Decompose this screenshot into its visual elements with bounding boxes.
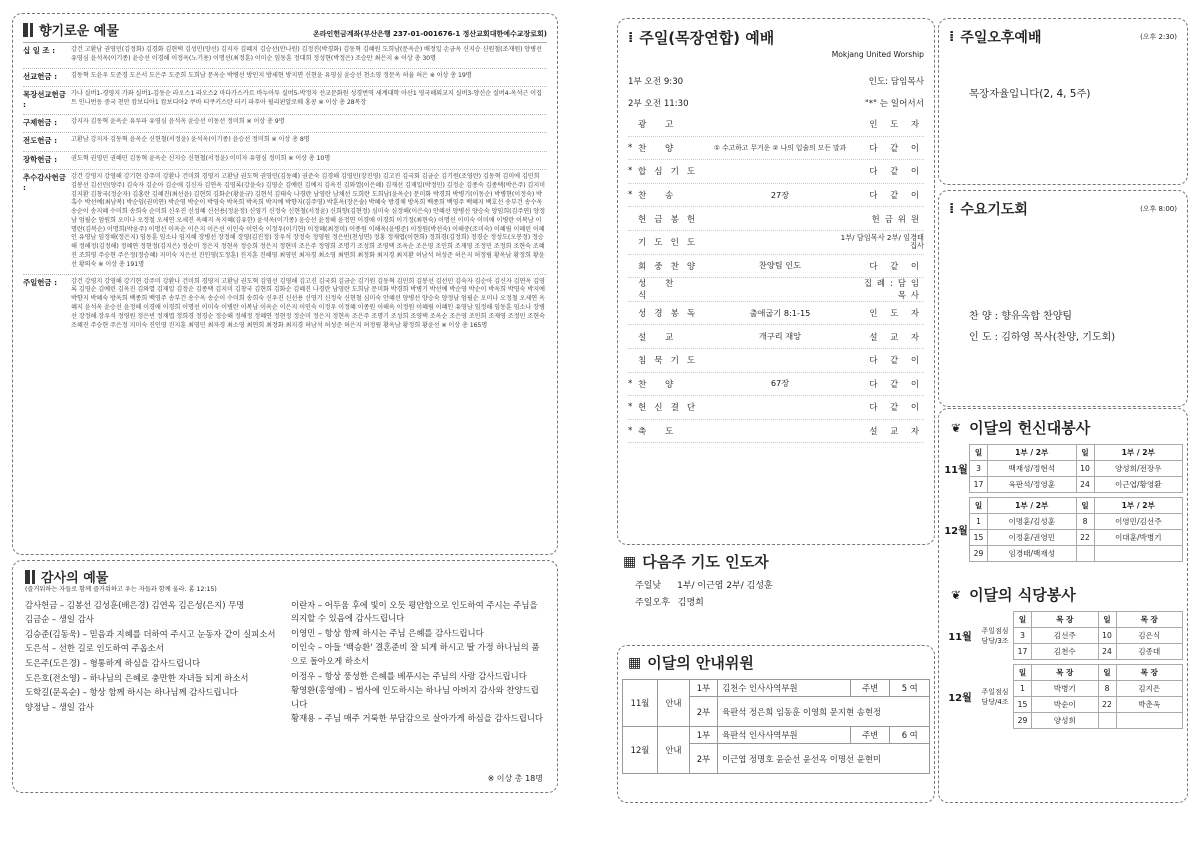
service-cell: 박병기 bbox=[1032, 681, 1099, 697]
service-cell: 29 bbox=[1014, 713, 1032, 729]
wed-time: (오후 8:00) bbox=[1140, 205, 1177, 213]
order-row bbox=[628, 373, 924, 397]
service-row bbox=[1014, 628, 1183, 644]
header-cell: 목 장 bbox=[1116, 612, 1183, 628]
service-row bbox=[970, 461, 1183, 477]
offering-text: 강건 강영지 강영해 강기현 강주미 강환나 건미희 경영지 고환남 권도혁 김영선 김영해 김고진 김국회 김금순 김기원 김동혁 김민희 김봉선 김선민 김숙자 김순아 김신자 김연옥 김영록 김영순 김예린 김옥진 김와열 김재일 김정순 김종택 김지미 김창국 김현희 김화순 김혜진 나경란 남영란 도희남 문미화 박경희 박병기 박선예 박순영 박순이 박옥희 박영숙 박지예 박향지 박혜숙 방옥희 백종희 백영주 송부건 송수옥 송순이 수미희 송희숙 신우진 신선용 신영기 신정숙 신현철 심미숙 안혜선 양병선 양승숙 양정남 엄필순 오미나 오정철 오세연 옥혜지 윤석옥 윤승선 윤정해 이경애 이경희 이명선 이미숙 이병란 이복남 이옥순 이은지 이인숙 이정우 이정혜 이종원 이해옥 이정원 이혜림 이혜인 유영남 임정해 임동훈 임소나 장병선 장정해 장우석 정영원 정은빈 정재엽 정희경 정경순 정승해 정해정 정혜연 정현정 정순미 정은지 정현옥 조은주 조명기 조성희 조영택 조옥순 조은영 조인희 조재영 조정민 조현숙 조혜진 주승현 주은정 지미숙 진인영 진지훈 최영민 최자경 최소영 최연희 최정화 최지경 허남석 허성준 허은지 허정림 황옥남 황정희 황윤선 ※ 이상 총 165명 bbox=[71, 277, 545, 329]
service-row bbox=[1014, 697, 1183, 713]
wed-line-1: 찬 양 : 향유옥합 찬양팀 bbox=[969, 311, 1073, 322]
service-month-block bbox=[943, 444, 1183, 493]
offering-row bbox=[23, 278, 547, 331]
order-item: 성 찬 식 bbox=[638, 279, 682, 302]
service-cell: 이영민/김선주 bbox=[1094, 514, 1183, 530]
thanks-entry: 이영민 – 항상 함께 하시는 주님 은혜를 감사드립니다 bbox=[291, 627, 484, 638]
order-who: 설 교 자 bbox=[869, 331, 924, 342]
thanks-entry: 도은주(도은경) – 형통하게 하심을 감사드립니다 bbox=[25, 657, 201, 668]
service-table bbox=[1013, 664, 1183, 729]
order-star: * bbox=[628, 142, 633, 153]
month-label: 11월 bbox=[948, 632, 972, 643]
offering-text: 김동혁 도윤우 도준경 도은서 도은주 도준희 도희남 문옥순 박병선 방민지 방세현 방지면 신현윤 유영심 윤승선 천소영 정문옥 허율 허은 ※ 이상 총 19명 bbox=[71, 71, 472, 79]
offering-text: 강건 고환남 권영민(김정화) 김경화 김현택 김성민(양선) 김지자 김혜지 김승선(안나원) 김정진(박경화) 김동혁 김혜원 도희남(문옥순) 배정일 손금옥 신지승 신원철(조재원) 양병선 유영심 윤석옥(이기종) 윤승선 이경해 이정옥(노기용) 이명선(최정훈) 이미순 임동훈 정대희 정성현(박정은) 조승만 최은지 ※ 이상 총 30명 bbox=[71, 46, 542, 62]
header-cell: 1부 / 2부 bbox=[988, 445, 1077, 461]
service-cell: 3 bbox=[970, 461, 988, 477]
dining-sub: 담당/3조 bbox=[981, 636, 1009, 645]
service-header bbox=[1014, 665, 1183, 681]
worship-subtitle: Mokjang United Worship bbox=[831, 50, 924, 59]
thanks-entry: 이정우 – 항상 풍성한 은혜를 베푸시는 주님의 사랑 감사드립니다 bbox=[291, 670, 527, 681]
guides-table bbox=[622, 679, 930, 774]
order-row bbox=[628, 207, 924, 231]
service-month-block bbox=[943, 664, 1183, 729]
header-cell: 1부 / 2부 bbox=[1094, 498, 1183, 514]
grid-mark-icon: ▦ bbox=[623, 553, 637, 570]
month-label: 11월 bbox=[944, 465, 968, 476]
order-row bbox=[628, 113, 924, 137]
header-cell: 일 bbox=[970, 445, 988, 461]
service-cell: 김지은 bbox=[1116, 681, 1183, 697]
guide-part: 2부 bbox=[689, 697, 717, 727]
dot-mark-icon: ⁞ bbox=[628, 29, 634, 46]
time-2: 2부 오전 11:30 bbox=[628, 99, 689, 109]
header-cell: 일 bbox=[1014, 612, 1032, 628]
wed-title: 수요기도회 bbox=[960, 202, 1028, 218]
order-who: 다 같 이 bbox=[869, 378, 924, 389]
header-cell: 1부 / 2부 bbox=[1094, 445, 1183, 461]
service-row bbox=[1014, 681, 1183, 697]
offering-row bbox=[23, 118, 547, 128]
thanks-entry: 이인숙 – 아들 '백승환' 결혼준비 잘 되게 하시고 딸 가정 하나님의 품으로 돌아오게 하소서 bbox=[291, 642, 540, 666]
service-header bbox=[1014, 612, 1183, 628]
order-star: * bbox=[628, 426, 633, 437]
service-cell: 22 bbox=[1076, 530, 1094, 546]
header-cell: 일 bbox=[1014, 665, 1032, 681]
service-month bbox=[943, 611, 977, 660]
section-mark-icon bbox=[32, 570, 35, 584]
service-cell: 박순이 bbox=[1032, 697, 1099, 713]
service-cell bbox=[1076, 546, 1094, 562]
service-cell: 양성희/전장우 bbox=[1094, 461, 1183, 477]
thanks-box bbox=[12, 560, 558, 793]
service-month-block bbox=[943, 497, 1183, 562]
prayer-label-2: 주일오후 bbox=[635, 598, 670, 608]
service-cell: 8 bbox=[1098, 681, 1116, 697]
order-item: 찬 송 bbox=[638, 191, 682, 202]
offering-label: 주일헌금 : bbox=[23, 277, 58, 287]
order-who: 다 같 이 bbox=[869, 355, 924, 366]
dot-mark-icon: ⁞ bbox=[949, 201, 955, 217]
service-row bbox=[970, 477, 1183, 493]
offerings-account: 온라인헌금계좌(부산은행 237-01-001676-1 정산교회대한예수교장로회) bbox=[313, 29, 547, 38]
thanks-entry: 도은호(전소영) – 하나님의 은혜로 충만한 자녀들 되게 하소서 bbox=[25, 672, 249, 683]
time-1: 1부 오전 9:30 bbox=[628, 77, 684, 87]
prayers-box bbox=[617, 547, 935, 642]
service-cell: 김천수 bbox=[1032, 644, 1099, 660]
service-row bbox=[970, 546, 1183, 562]
order-mid: 개구리 재앙 bbox=[758, 331, 802, 342]
order-who: 헌금위원 bbox=[871, 213, 924, 224]
dining-title: 이달의 식당봉사 bbox=[969, 586, 1076, 604]
guide-month: 11월 bbox=[623, 680, 658, 727]
service-tables bbox=[943, 444, 1183, 562]
order-list bbox=[628, 113, 924, 443]
order-mid: 출애굽기 8:1-15 bbox=[749, 307, 811, 318]
service-cell bbox=[1116, 713, 1183, 729]
worship-title: 주일(목장연합) 예배 bbox=[639, 29, 775, 47]
offering-row bbox=[23, 90, 547, 110]
prayer-value-1: 1부/ 이근엽 2부/ 김성훈 bbox=[677, 581, 773, 591]
order-row bbox=[628, 255, 924, 279]
service-row bbox=[970, 530, 1183, 546]
order-mid: 찬양팀 인도 bbox=[758, 260, 802, 271]
divider bbox=[23, 68, 547, 69]
service-cell: 10 bbox=[1076, 461, 1094, 477]
order-item: 합심기도 bbox=[638, 167, 704, 178]
offering-text: 고환남 강지자 김동혁 윤옥순 신현철(서정윤) 윤석옥(이기종) 윤승선 정미희 ※ 이상 총 8명 bbox=[71, 136, 310, 144]
wed-box bbox=[938, 190, 1188, 407]
offerings-box bbox=[12, 13, 558, 555]
service-cell: 10 bbox=[1098, 628, 1116, 644]
guide-part: 1부 bbox=[689, 727, 717, 744]
service-cell: 김종대 bbox=[1116, 644, 1183, 660]
offering-label: 목장선교헌금 : bbox=[23, 89, 66, 110]
order-item: 광 고 bbox=[638, 120, 682, 131]
order-mid: 67장 bbox=[770, 378, 790, 389]
worship-box bbox=[617, 18, 935, 545]
thanks-subtitle: (즐거워하는 자들로 함께 즐거워하고 우는 자들과 함께 울라. 롬 12:15) bbox=[25, 586, 217, 593]
order-item: 찬 양 bbox=[638, 143, 682, 154]
offering-text: 가나 실버1-경영지 가좌 실버1-김동순 라오스1 라오스2 마다가스카르 바누아투 실버5-박정자 선교문화원 성경번역 세계대학 아산1 영국해외교지 실버3-양신순 실버4-옥석근 이집트 인니번동 중국 천안 캄보디아1 캄보디아2 쿠바 티쿠키스탄 터키 파푸아 필리핀알로웨 홍콩 ※ 이상 총 28목장 bbox=[71, 89, 542, 106]
service-cell: 양성희 bbox=[1032, 713, 1099, 729]
section-mark-icon bbox=[30, 23, 33, 37]
order-mid: ① 수고하고 무거운 ② 나의 입술의 모든 말과 bbox=[713, 143, 847, 152]
service-cell: 육판석/정영훈 bbox=[988, 477, 1077, 493]
service-cell bbox=[1094, 546, 1183, 562]
service-cell: 이근엽/황영환 bbox=[1094, 477, 1183, 493]
service-table bbox=[969, 497, 1183, 562]
guide-part: 1부 bbox=[689, 680, 717, 697]
offering-label: 장학헌금 : bbox=[23, 154, 58, 164]
thanks-entry: 황영환(홍영애) – 범사에 인도하시는 하나님 아버지 감사와 찬양드립니다 bbox=[291, 685, 539, 709]
order-row bbox=[628, 184, 924, 208]
guides-box bbox=[617, 645, 935, 803]
guide-names: 김천수 인사사역부원 bbox=[718, 680, 851, 697]
prayers-title: 다음주 기도 인도자 bbox=[642, 553, 769, 571]
section-mark-icon bbox=[23, 23, 28, 37]
guide-count: 6 여 bbox=[890, 727, 930, 744]
order-who: 다 같 이 bbox=[869, 190, 924, 201]
guide-row bbox=[623, 727, 930, 744]
order-row bbox=[628, 231, 924, 255]
order-row bbox=[628, 278, 924, 302]
service-cell: 박춘옥 bbox=[1116, 697, 1183, 713]
thanks-entry: 김금순 – 생일 감사 bbox=[25, 614, 94, 625]
service-cell: 3 bbox=[1014, 628, 1032, 644]
month-label: 12월 bbox=[948, 693, 972, 704]
service-cell bbox=[1098, 713, 1116, 729]
thanks-left-col bbox=[25, 599, 279, 727]
offering-row bbox=[23, 46, 547, 64]
service-month bbox=[943, 664, 977, 729]
divider bbox=[23, 132, 547, 133]
order-row bbox=[628, 396, 924, 420]
afternoon-box bbox=[938, 18, 1188, 185]
guide-part: 2부 bbox=[689, 744, 717, 774]
thanks-entry: 도은석 – 선한 길로 인도하여 주옵소서 bbox=[25, 643, 164, 654]
order-row bbox=[628, 160, 924, 184]
service-cell: 15 bbox=[970, 530, 988, 546]
order-star: * bbox=[628, 402, 633, 413]
offerings-header bbox=[23, 20, 547, 43]
order-item: 헌신결단 bbox=[638, 403, 704, 414]
section-mark-icon bbox=[25, 570, 30, 584]
service-cell: 백재성/정현석 bbox=[988, 461, 1077, 477]
service-row bbox=[1014, 644, 1183, 660]
guides-title: 이달의 안내위원 bbox=[647, 654, 754, 672]
service-cell: 김선주 bbox=[1032, 628, 1099, 644]
divider bbox=[23, 169, 547, 170]
service-row bbox=[970, 514, 1183, 530]
service-cell: 24 bbox=[1098, 644, 1116, 660]
offering-text: 강지자 김동혁 윤옥순 유투파 유영심 윤석옥 윤승선 이동선 정미희 ※ 이상 총 9명 bbox=[71, 118, 285, 126]
header-cell: 일 bbox=[1098, 665, 1116, 681]
month-label: 12월 bbox=[944, 526, 968, 537]
grid-mark-icon: ▦ bbox=[628, 654, 642, 671]
prayer-label-1: 주일낮 bbox=[635, 581, 662, 591]
leader-note: 인도: 담임목사 bbox=[868, 77, 924, 87]
thanks-footer: ※ 이상 총 18명 bbox=[487, 774, 543, 783]
offering-label: 전도헌금 : bbox=[23, 136, 58, 146]
service-cell: 1 bbox=[970, 514, 988, 530]
service-title: 이달의 헌신대봉사 bbox=[969, 419, 1091, 437]
guide-names: 육판석 정은희 임동훈 이영희 문지현 송현정 bbox=[718, 697, 930, 727]
dining-label bbox=[977, 664, 1013, 729]
divider bbox=[23, 114, 547, 115]
dot-mark-icon: ⁞ bbox=[949, 29, 955, 45]
service-cell: 22 bbox=[1098, 697, 1116, 713]
order-row bbox=[628, 302, 924, 326]
service-month-block bbox=[943, 611, 1183, 660]
order-star: * bbox=[628, 166, 633, 177]
order-who: 설 교 자 bbox=[869, 426, 924, 437]
service-cell: 이명훈/김성훈 bbox=[988, 514, 1077, 530]
cup-icon: ❦ bbox=[951, 420, 962, 435]
prayer-value-2: 김명희 bbox=[677, 598, 704, 608]
order-item: 헌금봉헌 bbox=[638, 214, 704, 225]
thanks-right-col bbox=[291, 599, 545, 727]
thanks-entry: 황재용 – 주님 매주 거룩한 부담감으로 살아가게 하심을 감사드립니다 bbox=[291, 713, 544, 724]
header-cell: 목 장 bbox=[1032, 665, 1099, 681]
thanks-entry: 이란자 – 어두움 후에 빛이 오듯 평안함으로 인도하여 주시는 주님을 의지할 수 있음에 감사드립니다 bbox=[291, 599, 538, 624]
offering-row bbox=[23, 173, 547, 270]
service-cell: 1 bbox=[1014, 681, 1032, 697]
star-note: "*" 는 일어서서 bbox=[864, 99, 924, 109]
guide-role: 안내 bbox=[658, 680, 690, 727]
service-cell: 15 bbox=[1014, 697, 1032, 713]
order-item: 침묵기도 bbox=[638, 356, 704, 367]
thanks-entry: 도학길(문옥순) – 항상 함께 하시는 하나님께 감사드립니다 bbox=[25, 687, 238, 698]
divider bbox=[23, 86, 547, 87]
order-star: * bbox=[628, 190, 633, 201]
header-cell: 일 bbox=[1076, 498, 1094, 514]
order-item: 축 도 bbox=[638, 427, 682, 438]
offerings-title: 향기로운 예물 bbox=[39, 24, 119, 39]
service-cell: 8 bbox=[1076, 514, 1094, 530]
service-table bbox=[1013, 611, 1183, 660]
order-who: 다 같 이 bbox=[869, 166, 924, 177]
service-cell: 김은식 bbox=[1116, 628, 1183, 644]
order-who: 다 같 이 bbox=[869, 402, 924, 413]
guide-names: 이근엽 정명호 윤순선 윤선옥 이명선 윤현미 bbox=[718, 744, 930, 774]
service-cell: 29 bbox=[970, 546, 988, 562]
offering-row bbox=[23, 155, 547, 165]
dining-label bbox=[977, 611, 1013, 660]
guide-month: 12월 bbox=[623, 727, 658, 774]
header-cell: 일 bbox=[1076, 445, 1094, 461]
order-who: 1부/ 담임목사 2부/ 임경태 집사 bbox=[840, 232, 924, 251]
header-cell: 목 장 bbox=[1032, 612, 1099, 628]
divider bbox=[23, 151, 547, 152]
order-row bbox=[628, 349, 924, 373]
order-row bbox=[628, 325, 924, 349]
offering-row bbox=[23, 136, 547, 146]
afternoon-title: 주일오후예배 bbox=[960, 30, 1042, 46]
afternoon-time: (오후 2:30) bbox=[1140, 33, 1177, 41]
offering-label: 선교헌금 : bbox=[23, 71, 58, 81]
dining-label-text: 주일점심 bbox=[981, 687, 1009, 696]
order-row bbox=[628, 420, 924, 444]
service-cell: 17 bbox=[1014, 644, 1032, 660]
order-item: 찬 양 bbox=[638, 379, 682, 390]
guide-names: 육판석 인사사역부원 bbox=[718, 727, 851, 744]
offering-label: 구제헌금 : bbox=[23, 118, 58, 128]
cup-icon: ❦ bbox=[951, 587, 962, 602]
offering-row bbox=[23, 72, 547, 82]
header-cell: 목 장 bbox=[1116, 665, 1183, 681]
order-item: 성경봉독 bbox=[638, 309, 704, 320]
service-cell: 24 bbox=[1076, 477, 1094, 493]
service-table bbox=[969, 444, 1183, 493]
service-month bbox=[943, 497, 969, 562]
order-row bbox=[628, 137, 924, 161]
service-cell: 이대훈/박병기 bbox=[1094, 530, 1183, 546]
header-cell: 일 bbox=[970, 498, 988, 514]
offering-text: 강건 강영지 강영해 강기현 강주미 강환나 건미희 경영지 고환남 권도혁 권영민(김동혜) 권준숙 김경해 김영민(장진영) 김고진 김국회 김금순 김기원(조영란) 김동혁 김미에 김민희 김봉선 김선민(양주) 김숙자 김순아 김순애 김신자 김연옥 김영록(강윤숙) 김영순 김예린 김예지 김옥진 김와열(이은혜) 김재선 김재일(박정민) 김정순 김종숙 김종택(박은주) 김지미 김지환 김창국(정순자) 김홍란 김혜진(최선윤) 김현희 김화순(황윤규) 김현석 김태숙 나경란 남영란 남채선 도희란 도희남(윤옥순) 문미화 박경희 박병기(이동순) 박병현(이정숙) 박혹수 박선예(최남복) 박순임(권미연) 박순영 박순이 박영숙 박옥희 박옥희 박지예 박향지(김주영) 박훈옥(장은솔) 박혜숙 방경채 방옥희 백종희 백영주 백혜지 백호선 송부건 송수옥 송순이 송지혜 수미희 송희숙 순미희 신우진 신성혜 신선용(정윤정) 신영기 신정숙 신현철(서정윤) 신희향(김현정) 심미숙 심정해(이은숙) 안혜선 양병선 양승숙 양임희(김주연) 양정남 엄필순 엄원희 오미나 오정철 오세연 오세진 옥혜지 옥지혜(김유한) 윤석옥(이기종) 윤승선 윤정해 윤정연 이경애 이경희 이기정(최현숙) 이명선 이미숙 이미애 이병란 이복남 이명란(김복순) 이명희(박윤주) 이명선 이옥순 이은지 이은선 이인숙 이인숙 이정우(이기현) 이정혜(최정미) 이종원 이해옥(윤병준) 이정원(박선숙) 이해중(조미숙) 이혜림 이혜린 이혜인 유영남 임정해(정은지) 임동훈 임소나 임지해 장병선 장정해 장영(김진정) 장우석 장정숙 정영원 정은빈(천성면) 정홍 정재엽(이현희) 정희경(김정희) 정경순 정성도(오봉정) 정승해 정해정(김정해) 정혜연 정현정(김지은) 정순미 정은지 정현옥 정승희 정은지 정현미 조은주 정영희 조명기 조성희 조영택 조옥순 조은영 조인희 조재영 조정민 조정희 조현숙 조혜진 조희영 주승현 주은정(정승혜) 지미숙 지은선 진인영(도정훈) 진지훈 진해영 최영민 최자경 최소영 최연희 최정화 최지경 최지환 허남석 허성준 허은지 허정림 황옥남 황정희 황윤선 황의숙 ※ 이상 총 191명 bbox=[71, 172, 546, 268]
offering-label: 추수감사헌금 : bbox=[23, 172, 66, 193]
order-mid: 27장 bbox=[770, 189, 790, 200]
offering-label: 십 일 조 : bbox=[23, 46, 56, 55]
service-header bbox=[970, 498, 1183, 514]
service-cell: 이정훈/권영민 bbox=[988, 530, 1077, 546]
order-who: 다 같 이 bbox=[869, 260, 924, 271]
dining-sub: 담당/4조 bbox=[981, 697, 1009, 706]
thanks-entry: 감사헌금 – 김봉선 김성훈(배은경) 김연옥 김은성(은지) 무명 bbox=[25, 599, 245, 610]
thanks-entry: 양정남 – 생일 감사 bbox=[25, 701, 94, 712]
service-box bbox=[938, 408, 1188, 803]
service-header bbox=[970, 445, 1183, 461]
order-item: 설 교 bbox=[638, 332, 682, 343]
thanks-title: 감사의 예물 bbox=[41, 571, 109, 586]
guide-dir: 주변 bbox=[850, 727, 890, 744]
order-who: 인 도 자 bbox=[869, 119, 924, 130]
order-who: 인 도 자 bbox=[869, 308, 924, 319]
afternoon-text: 목장자율입니다(2, 4, 5주) bbox=[969, 88, 1091, 100]
order-star: * bbox=[628, 378, 633, 389]
guide-dir: 주변 bbox=[850, 680, 890, 697]
guide-row bbox=[623, 680, 930, 697]
offering-text: 권도혁 권영민 권해민 김동혁 윤옥순 신지승 신현철(서정윤) 이미자 유영심 정미희 ※ 이상 총 10명 bbox=[71, 154, 331, 162]
header-cell: 1부 / 2부 bbox=[988, 498, 1077, 514]
service-cell: 17 bbox=[970, 477, 988, 493]
order-who: 다 같 이 bbox=[869, 142, 924, 153]
order-who: 집례:담임목사 bbox=[863, 278, 924, 301]
guide-role: 안내 bbox=[658, 727, 690, 774]
order-item: 기도인도 bbox=[638, 238, 704, 249]
wed-line-2: 인 도 : 김하영 목사(찬양, 기도회) bbox=[969, 332, 1116, 343]
header-cell: 일 bbox=[1098, 612, 1116, 628]
dining-label-text: 주일점심 bbox=[981, 626, 1009, 635]
service-cell: 임경태/백재성 bbox=[988, 546, 1077, 562]
divider bbox=[23, 274, 547, 275]
guide-count: 5 여 bbox=[890, 680, 930, 697]
service-row bbox=[1014, 713, 1183, 729]
service-month bbox=[943, 444, 969, 493]
dining-tables bbox=[943, 611, 1183, 729]
thanks-entry: 김승준(김동욱) – 믿음과 지혜를 더하여 주시고 눈동자 같이 실피소서 bbox=[25, 628, 276, 639]
offerings-list bbox=[23, 46, 547, 330]
order-item: 회중찬양 bbox=[638, 261, 704, 272]
